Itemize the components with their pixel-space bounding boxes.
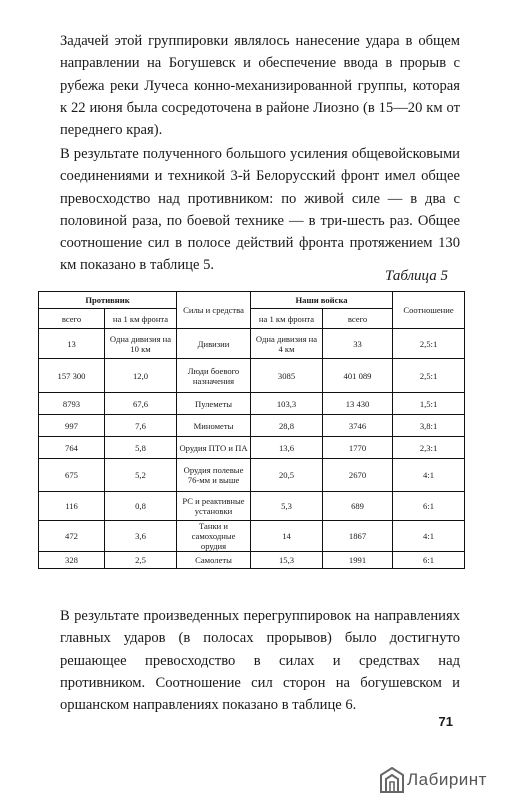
watermark (380, 764, 510, 796)
table-row (39, 492, 465, 521)
cell-ours-total: 1991 (323, 552, 393, 569)
cell-enemy-total: 764 (39, 437, 105, 459)
table-row (39, 393, 465, 415)
header-ours-per-km: на 1 км фронта (251, 309, 323, 329)
cell-ours-total: 1867 (323, 521, 393, 552)
cell-enemy-per-km: 5,2 (105, 459, 177, 492)
forces-ratio-table (38, 291, 465, 569)
header-ratio: Соотношение (393, 292, 465, 329)
cell-enemy-total: 13 (39, 329, 105, 359)
cell-enemy-per-km: 2,5 (105, 552, 177, 569)
cell-ours-per-km: 3085 (251, 359, 323, 393)
cell-ours-total: 1770 (323, 437, 393, 459)
cell-ours-per-km: Одна дивизия на 4 км (251, 329, 323, 359)
watermark-text: Лабиринт (407, 770, 487, 789)
cell-ours-per-km: 103,3 (251, 393, 323, 415)
header-forces: Силы и средства (177, 292, 251, 329)
cell-enemy-total: 472 (39, 521, 105, 552)
cell-forces: Орудия полевые 76-мм и выше (177, 459, 251, 492)
table-row (39, 415, 465, 437)
cell-ours-per-km: 28,8 (251, 415, 323, 437)
table-row (39, 521, 465, 552)
paragraph-3: В результате произведенных перегруппировок на направлениях главных ударов (в полосах прорывов) было достигнуто решающее превосходство в силах и средствах над противником. Соотношение сил сторон на богушевском и оршанском направлениях показано в таблице 6. (60, 608, 460, 714)
cell-forces: РС и реактивные установки (177, 492, 251, 521)
cell-enemy-total: 157 300 (39, 359, 105, 393)
cell-enemy-total: 8793 (39, 393, 105, 415)
cell-ratio: 6:1 (393, 492, 465, 521)
table-caption: Таблица 5 (385, 268, 448, 284)
cell-ours-per-km: 14 (251, 521, 323, 552)
table-row (39, 329, 465, 359)
cell-ours-per-km: 15,3 (251, 552, 323, 569)
table-row (39, 359, 465, 393)
cell-ratio: 3,8:1 (393, 415, 465, 437)
cell-ratio: 6:1 (393, 552, 465, 569)
cell-enemy-per-km: 0,8 (105, 492, 177, 521)
cell-ours-per-km: 13,6 (251, 437, 323, 459)
cell-enemy-per-km: 5,8 (105, 437, 177, 459)
table-row (39, 552, 465, 569)
cell-forces: Люди боевого назначения (177, 359, 251, 393)
cell-ours-per-km: 20,5 (251, 459, 323, 492)
cell-enemy-total: 328 (39, 552, 105, 569)
cell-ratio: 4:1 (393, 459, 465, 492)
table-row (39, 437, 465, 459)
labyrinth-logo-icon (380, 767, 404, 793)
cell-ours-total: 401 089 (323, 359, 393, 393)
page-number: 71 (438, 714, 453, 729)
cell-ours-total: 3746 (323, 415, 393, 437)
cell-ours-total: 689 (323, 492, 393, 521)
cell-enemy-total: 116 (39, 492, 105, 521)
cell-ratio: 4:1 (393, 521, 465, 552)
cell-ratio: 2,3:1 (393, 437, 465, 459)
header-enemy-per-km: на 1 км фронта (105, 309, 177, 329)
cell-forces: Танки и самоходные орудия (177, 521, 251, 552)
table-row (39, 459, 465, 492)
header-enemy: Противник (39, 292, 177, 309)
cell-enemy-per-km: 12,0 (105, 359, 177, 393)
paragraph-1: Задачей этой группировки являлось нанесение удара в общем направлении на Богушевск и обеспечение ввода в прорыв с рубежа реки Лучеса конно-механизированной группы, которая к 22 июня была сосредоточена в районе Лиозно (в 15—20 км от переднего края). (60, 33, 460, 139)
cell-enemy-total: 675 (39, 459, 105, 492)
cell-ours-total: 13 430 (323, 393, 393, 415)
paragraph-2: В результате полученного большого усиления общевойсковыми соединениями и техникой 3-й Белорусский фронт имел общее превосходство над противником: по живой силе — в два с половиной раза, по боевой технике — в три-шесть раз. Общее соотношение сил в полосе действий фронта протяжением 130 км показано в таблице 5. (60, 146, 460, 274)
cell-enemy-total: 997 (39, 415, 105, 437)
cell-ours-total: 2670 (323, 459, 393, 492)
cell-enemy-per-km: 67,6 (105, 393, 177, 415)
cell-ratio: 2,5:1 (393, 329, 465, 359)
cell-ratio: 2,5:1 (393, 359, 465, 393)
header-ours: Наши войска (251, 292, 393, 309)
cell-ours-per-km: 5,3 (251, 492, 323, 521)
cell-forces: Пулеметы (177, 393, 251, 415)
cell-enemy-per-km: 7,6 (105, 415, 177, 437)
header-ours-total: всего (323, 309, 393, 329)
cell-enemy-per-km: Одна дивизия на 10 км (105, 329, 177, 359)
cell-forces: Орудия ПТО и ПА (177, 437, 251, 459)
cell-forces: Дивизии (177, 329, 251, 359)
cell-forces: Самолеты (177, 552, 251, 569)
header-enemy-total: всего (39, 309, 105, 329)
cell-ours-total: 33 (323, 329, 393, 359)
cell-enemy-per-km: 3,6 (105, 521, 177, 552)
cell-ratio: 1,5:1 (393, 393, 465, 415)
cell-forces: Минометы (177, 415, 251, 437)
